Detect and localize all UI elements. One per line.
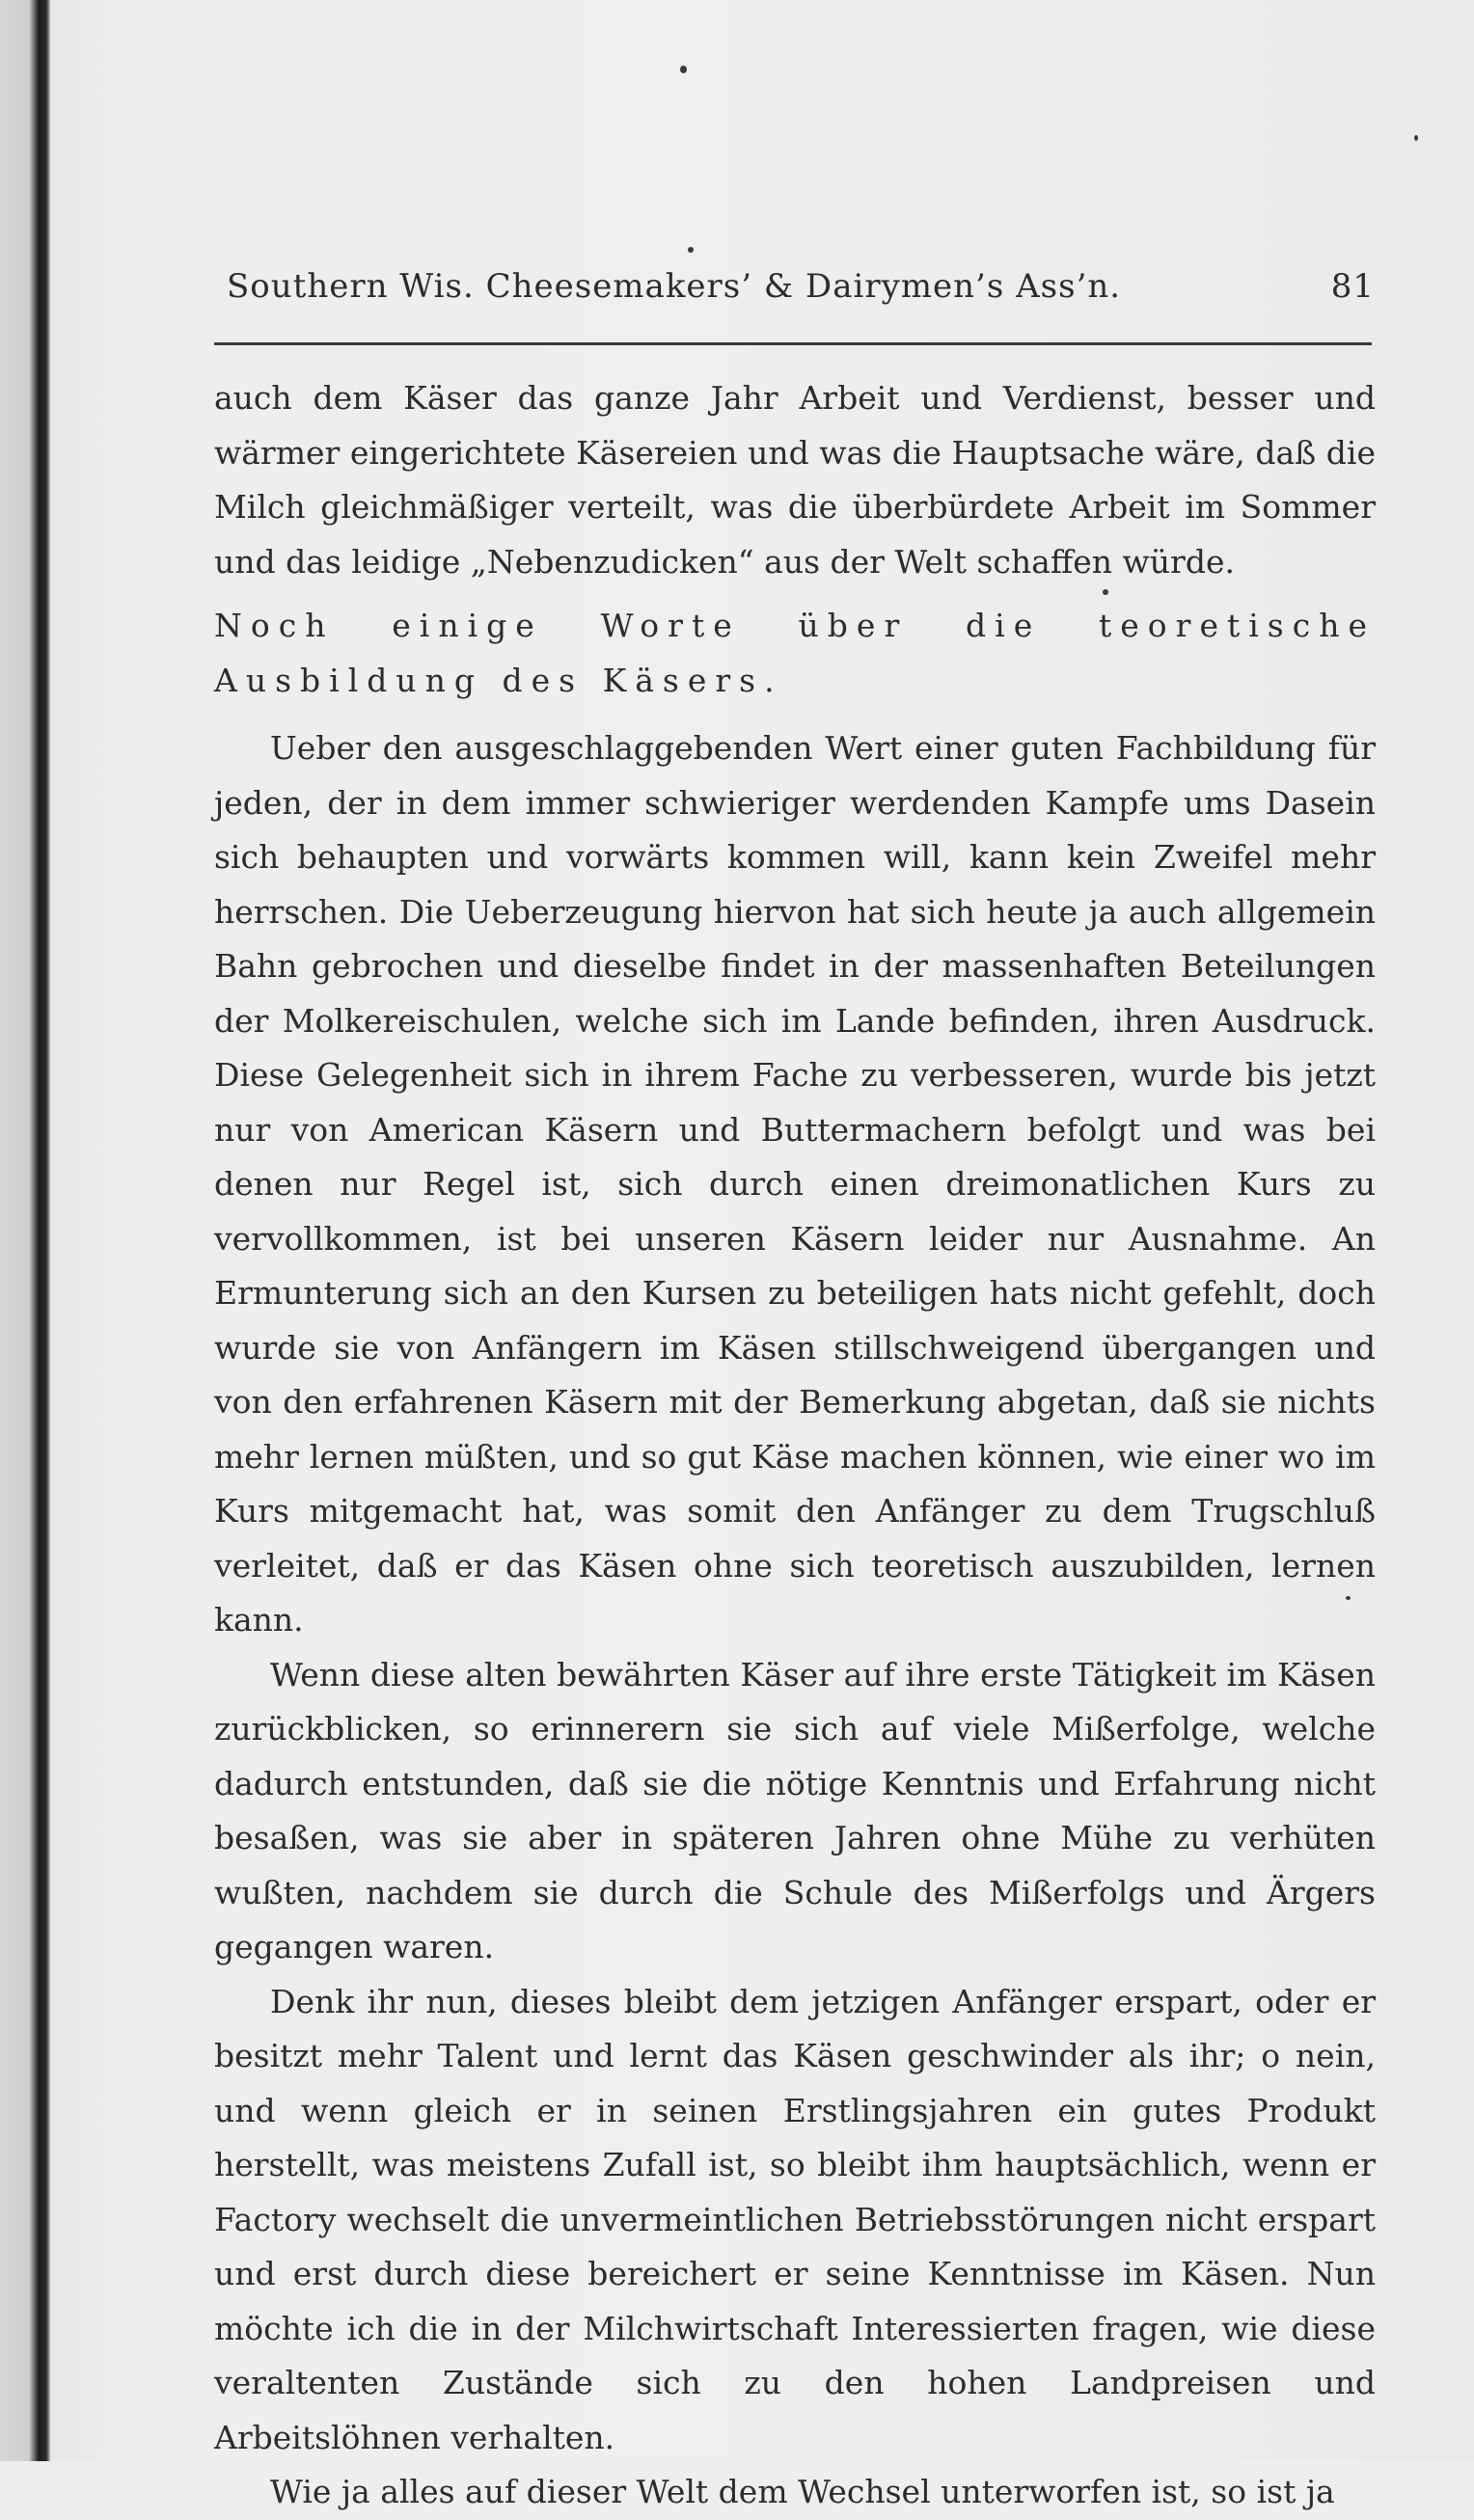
carryover-paragraph: auch dem Käser das ganze Jahr Arbeit und Verdienst, besser und wärmer eingerichtete Käsereien und was die Hauptsache wäre, daß die Milch gleichmäßiger verteilt, was die überbürdete Arbeit im Sommer und das leidige „Nebenzudicken“ aus der Welt schaffen würde. [214,379,1376,581]
ink-speck [688,247,694,253]
ink-speck [680,66,687,73]
running-title: Southern Wis. Cheesemakers’ & Dairymen’s Ass’n. [227,267,1122,306]
paragraph: Ueber den ausgeschlaggebenden Wert einer guten Fachbildung für jeden, der in dem immer schwieriger werdenden Kampfe ums Dasein sich behaupten und vorwärts kommen will, kann kein Zweifel mehr herrschen. Die Ueberzeugung hiervon hat sich heute ja auch allgemein Bahn gebrochen und dieselbe findet in der massenhaften Beteilungen der Molkereischulen, welche sich im Lande befinden, ihren Ausdruck. Diese Gelegenheit sich in ihrem Fache zu verbesseren, wurde bis jetzt nur von American Käsern und Buttermachern befolgt und was bei denen nur Regel ist, sich durch einen dreimonatlichen Kurs zu vervollkommen, ist bei unseren Käsern leider nur Ausnahme. An Ermunterung sich an den Kursen zu beteiligen hats nicht gefehlt, doch wurde sie von Anfängern im Käsen stillschweigend übergangen und von den erfahrenen Käsern mit der Bemerkung abgetan, daß sie nichts mehr lernen müßten, und so gut Käse machen können, wie einer wo im Kurs mitgemacht hat, was somit den Anfänger zu dem Trugschluß verleitet, daß er das Käsen ohne sich teoretisch auszubilden, lernen kann. [214,729,1376,1639]
page-number: 81 [1330,267,1375,306]
paragraph: Wie ja alles auf dieser Welt dem Wechsel unterworfen ist, so ist ja [270,2473,1335,2510]
paragraph: Wenn diese alten bewährten Käser auf ihre erste Tätigkeit im Käsen zurückblicken, so erinnerern sie sich auf viele Mißerfolge, welche dadurch entstunden, daß sie die nötige Kenntnis und Erfahrung nicht besaßen, was sie aber in späteren Jahren ohne Mühe zu verhüten wußten, nachdem sie durch die Schule des Mißerfolgs und Ärgers gegangen waren. [214,1655,1376,1965]
ink-speck [1414,135,1418,141]
paragraph: Denk ihr nun, dieses bleibt dem jetzigen Anfänger erspart, oder er besitzt mehr Talent und lernt das Käsen geschwinder als ihr; o nein, und wenn gleich er in seinen Erstlingsjahren ein gutes Produkt herstellt, was meistens Zufall ist, so bleibt ihm hauptsächlich, wenn er Factory wechselt die unvermeintlichen Betriebsstörungen nicht erspart und erst durch diese bereichert er seine Kenntnisse im Käsen. Nun möchte ich die in der Milchwirtschaft Interessierten fragen, wie diese veraltenten Zustände sich zu den hohen Landpreisen und Arbeitslöhnen verhalten. [214,1982,1376,2456]
book-binding-edge [0,0,50,2461]
body-text [214,371,1376,2520]
running-head [227,267,1375,315]
section-heading: Noch einige Worte über die teoretische Ausbildung des Käsers. [214,607,1376,699]
header-rule [214,342,1372,345]
